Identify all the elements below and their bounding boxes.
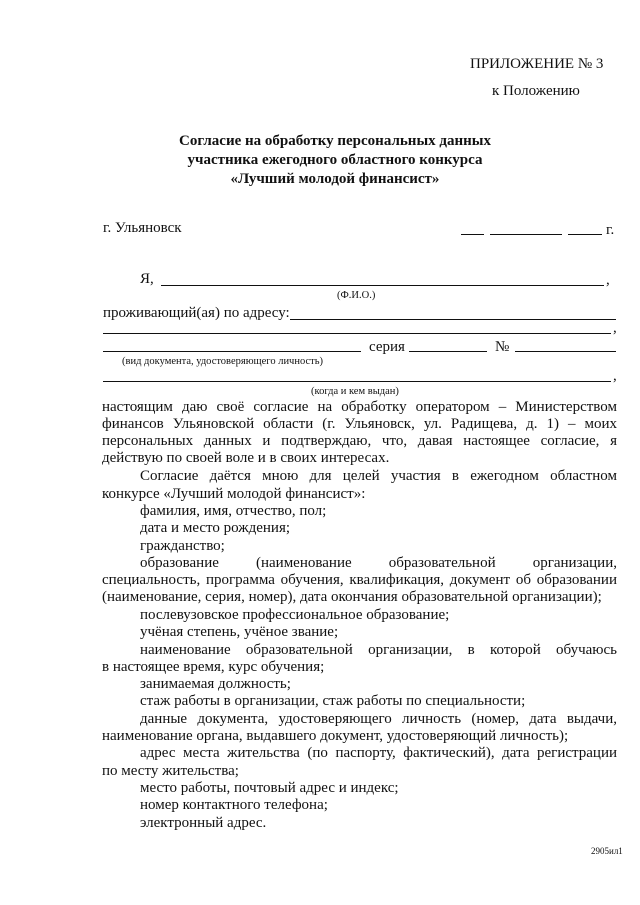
- date-month-blank: [490, 234, 562, 235]
- consent-text-line: настоящим даю своё согласие на обработку оператором – Министерством: [102, 399, 617, 415]
- address-label: проживающий(ая) по адресу:: [103, 305, 290, 321]
- title-line-1: Согласие на обработку персональных данных: [178, 133, 491, 149]
- list-item: номер контактного телефона;: [140, 797, 328, 813]
- fio-field[interactable]: [161, 285, 604, 286]
- series-label: серия: [369, 339, 405, 355]
- title-line-3: «Лучший молодой финансист»: [230, 171, 440, 187]
- list-item: образование (наименование образовательной организации,: [140, 555, 617, 571]
- purpose-text-line: конкурсе «Лучший молодой финансист»:: [102, 486, 366, 502]
- issued-caption: (когда и кем выдан): [311, 386, 399, 397]
- year-suffix: г.: [606, 222, 615, 238]
- list-item-cont: специальность, программа обучения, квалификация, документ об образовании: [102, 572, 617, 588]
- list-item: адрес места жительства (по паспорту, фактический), дата регистрации: [140, 745, 617, 761]
- fio-comma: ,: [606, 272, 610, 288]
- number-field[interactable]: [515, 351, 616, 352]
- list-item-cont: по месту жительства;: [102, 763, 239, 779]
- title-line-2: участника ежегодного областного конкурса: [187, 152, 483, 168]
- list-item: послевузовское профессиональное образование;: [140, 607, 450, 623]
- list-item: место работы, почтовый адрес и индекс;: [140, 780, 399, 796]
- date-year-blank: [568, 234, 602, 235]
- consent-text-line: финансов Ульяновской области (г. Ульяновск, ул. Радищева, д. 1) – моих: [102, 416, 617, 432]
- list-item: электронный адрес.: [140, 815, 267, 831]
- date-day-blank: [461, 234, 484, 235]
- address-field-1[interactable]: [290, 319, 616, 320]
- series-field[interactable]: [409, 351, 487, 352]
- doc-caption: (вид документа, удостоверяющего личность): [122, 356, 324, 367]
- list-item: дата и место рождения;: [140, 520, 291, 536]
- city: г. Ульяновск: [103, 220, 182, 236]
- fio-caption: (Ф.И.О.): [337, 290, 376, 301]
- regulation-label: к Положению: [492, 83, 580, 99]
- appendix-label: ПРИЛОЖЕНИЕ № 3: [470, 56, 604, 72]
- issued-comma: ,: [613, 368, 617, 384]
- list-item-cont: наименование органа, выдавшего документ, удостоверяющий личность);: [102, 728, 569, 744]
- list-item-cont: в настоящее время, курс обучения;: [102, 659, 325, 675]
- consent-text-line: действую по своей воле и в своих интересах.: [102, 450, 390, 466]
- footer-code: 2905ил1: [591, 846, 623, 856]
- list-item: стаж работы в организации, стаж работы по специальности;: [140, 693, 526, 709]
- issued-field[interactable]: [103, 381, 611, 382]
- address-field-2[interactable]: [103, 333, 611, 334]
- doc-type-field[interactable]: [103, 351, 361, 352]
- consent-text-line: персональных данных и подтверждаю, что, давая настоящее согласие, я: [102, 433, 617, 449]
- list-item-cont: (наименование, серия, номер), дата окончания образовательной организации);: [102, 589, 602, 605]
- list-item: занимаемая должность;: [140, 676, 291, 692]
- address-comma: ,: [613, 320, 617, 336]
- list-item: данные документа, удостоверяющего личность (номер, дата выдачи,: [140, 711, 617, 727]
- number-label: №: [495, 339, 510, 355]
- list-item: гражданство;: [140, 538, 225, 554]
- list-item: фамилия, имя, отчество, пол;: [140, 503, 327, 519]
- ya-label: Я,: [140, 271, 154, 287]
- list-item: учёная степень, учёное звание;: [140, 624, 339, 640]
- purpose-text-line: Согласие даётся мною для целей участия в ежегодном областном: [140, 468, 617, 484]
- list-item: наименование образовательной организации, в которой обучаюсь: [140, 642, 617, 658]
